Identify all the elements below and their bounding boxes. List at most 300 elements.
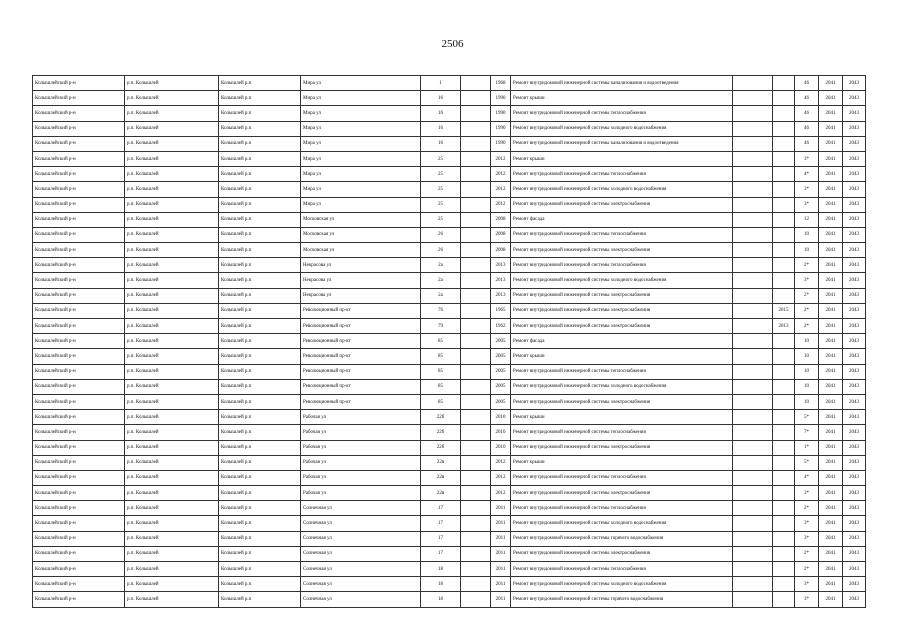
table-row	[33, 577, 866, 592]
cell-value: 3*	[795, 516, 819, 531]
cell-value: 12	[795, 212, 819, 227]
cell-start-year: 2041	[819, 212, 843, 227]
cell-planned-year	[773, 410, 795, 425]
cell-start-year: 2041	[819, 91, 843, 106]
cell-district: Колышлейский р-н	[33, 531, 125, 546]
cell-start-year: 2041	[819, 562, 843, 577]
table-row	[33, 394, 866, 409]
cell-house-number: 22в	[421, 455, 461, 470]
cell-settlement: р.п. Колышлей	[125, 197, 219, 212]
cell-house-number: 16	[421, 121, 461, 136]
cell-blank-col	[733, 501, 773, 516]
table-row	[33, 334, 866, 349]
cell-work-type: Ремонт внутридомовой инженерной системы электроснабжения	[511, 546, 733, 561]
cell-house-number: 2а	[421, 288, 461, 303]
cell-building	[461, 577, 491, 592]
cell-street: Революционный пр-кт	[301, 364, 421, 379]
cell-settlement: р.п. Колышлей	[125, 577, 219, 592]
cell-house-number: 22в	[421, 470, 461, 485]
cell-work-type: Ремонт внутридомовой инженерной системы холодного водоснабжения	[511, 121, 733, 136]
cell-house-number: 17	[421, 516, 461, 531]
cell-district: Колышлейский р-н	[33, 288, 125, 303]
cell-settlement: р.п. Колышлей	[125, 227, 219, 242]
cell-district: Колышлейский р-н	[33, 516, 125, 531]
cell-year-built: 2011	[491, 546, 511, 561]
cell-settlement: р.п. Колышлей	[125, 592, 219, 607]
cell-street: Рабочая ул	[301, 470, 421, 485]
cell-settlement: р.п. Колышлей	[125, 531, 219, 546]
cell-start-year: 2041	[819, 319, 843, 334]
cell-blank-col	[733, 455, 773, 470]
cell-house-number: 26	[421, 227, 461, 242]
cell-planned-year	[773, 334, 795, 349]
cell-planned-year	[773, 349, 795, 364]
table-row	[33, 455, 866, 470]
cell-house-number: 85	[421, 379, 461, 394]
cell-end-year: 2043	[843, 334, 866, 349]
cell-planned-year	[773, 197, 795, 212]
cell-locality: Колышлей р.п	[219, 136, 301, 151]
cell-planned-year	[773, 470, 795, 485]
cell-planned-year	[773, 562, 795, 577]
cell-end-year: 2043	[843, 410, 866, 425]
cell-value: 5*	[795, 410, 819, 425]
cell-settlement: р.п. Колышлей	[125, 151, 219, 166]
cell-settlement: р.п. Колышлей	[125, 76, 219, 91]
cell-house-number: 18	[421, 577, 461, 592]
cell-blank-col	[733, 227, 773, 242]
cell-value: 2*	[795, 303, 819, 318]
cell-planned-year: 2015	[773, 303, 795, 318]
cell-year-built: 1962	[491, 319, 511, 334]
cell-year-built: 2005	[491, 349, 511, 364]
cell-settlement: р.п. Колышлей	[125, 546, 219, 561]
cell-house-number: 2а	[421, 258, 461, 273]
cell-settlement: р.п. Колышлей	[125, 516, 219, 531]
cell-locality: Колышлей р.п	[219, 546, 301, 561]
cell-locality: Колышлей р.п	[219, 379, 301, 394]
cell-settlement: р.п. Колышлей	[125, 379, 219, 394]
cell-end-year: 2043	[843, 121, 866, 136]
cell-end-year: 2043	[843, 364, 866, 379]
cell-end-year: 2043	[843, 455, 866, 470]
cell-year-built: 2011	[491, 562, 511, 577]
cell-building	[461, 227, 491, 242]
cell-street: Революционный пр-кт	[301, 379, 421, 394]
cell-start-year: 2041	[819, 197, 843, 212]
cell-street: Революционный пр-кт	[301, 334, 421, 349]
cell-planned-year	[773, 227, 795, 242]
cell-value: 10	[795, 227, 819, 242]
table-row	[33, 501, 866, 516]
cell-locality: Колышлей р.п	[219, 516, 301, 531]
cell-settlement: р.п. Колышлей	[125, 258, 219, 273]
cell-building	[461, 167, 491, 182]
cell-year-built: 2008	[491, 227, 511, 242]
cell-settlement: р.п. Колышлей	[125, 394, 219, 409]
cell-start-year: 2041	[819, 425, 843, 440]
cell-district: Колышлейский р-н	[33, 227, 125, 242]
cell-locality: Колышлей р.п	[219, 288, 301, 303]
cell-house-number: 25	[421, 212, 461, 227]
cell-work-type: Ремонт крыши	[511, 349, 733, 364]
cell-district: Колышлейский р-н	[33, 197, 125, 212]
cell-work-type: Ремонт внутридомовой инженерной системы теплоснабжения	[511, 258, 733, 273]
cell-street: Солнечная ул	[301, 501, 421, 516]
cell-building	[461, 592, 491, 607]
cell-locality: Колышлей р.п	[219, 212, 301, 227]
table-row	[33, 121, 866, 136]
cell-value: 46	[795, 76, 819, 91]
cell-street: Некрасова ул	[301, 288, 421, 303]
table-row	[33, 592, 866, 607]
cell-locality: Колышлей р.п	[219, 577, 301, 592]
cell-settlement: р.п. Колышлей	[125, 349, 219, 364]
cell-value: 5*	[795, 455, 819, 470]
cell-locality: Колышлей р.п	[219, 197, 301, 212]
table-row	[33, 319, 866, 334]
cell-building	[461, 379, 491, 394]
cell-building	[461, 136, 491, 151]
cell-house-number: 18	[421, 562, 461, 577]
cell-district: Колышлейский р-н	[33, 592, 125, 607]
cell-locality: Колышлей р.п	[219, 319, 301, 334]
cell-blank-col	[733, 425, 773, 440]
cell-year-built: 2011	[491, 516, 511, 531]
cell-value: 3*	[795, 486, 819, 501]
cell-planned-year	[773, 151, 795, 166]
cell-district: Колышлейский р-н	[33, 379, 125, 394]
cell-house-number: 25	[421, 182, 461, 197]
table-row	[33, 410, 866, 425]
cell-year-built: 2011	[491, 531, 511, 546]
cell-value: 2*	[795, 258, 819, 273]
cell-value: 3*	[795, 197, 819, 212]
cell-district: Колышлейский р-н	[33, 243, 125, 258]
table-row	[33, 136, 866, 151]
cell-planned-year	[773, 425, 795, 440]
cell-blank-col	[733, 106, 773, 121]
cell-year-built: 2010	[491, 410, 511, 425]
cell-planned-year	[773, 364, 795, 379]
cell-work-type: Ремонт внутридомовой инженерной системы теплоснабжения	[511, 562, 733, 577]
cell-year-built: 2011	[491, 501, 511, 516]
cell-street: Некрасова ул	[301, 258, 421, 273]
cell-house-number: 85	[421, 334, 461, 349]
cell-building	[461, 76, 491, 91]
cell-settlement: р.п. Колышлей	[125, 243, 219, 258]
cell-end-year: 2043	[843, 273, 866, 288]
cell-building	[461, 440, 491, 455]
cell-street: Мира ул	[301, 106, 421, 121]
cell-street: Рабочая ул	[301, 486, 421, 501]
table-row	[33, 243, 866, 258]
cell-end-year: 2043	[843, 212, 866, 227]
cell-blank-col	[733, 258, 773, 273]
cell-year-built: 2012	[491, 470, 511, 485]
cell-building	[461, 288, 491, 303]
cell-building	[461, 91, 491, 106]
cell-value: 46	[795, 91, 819, 106]
cell-street: Рабочая ул	[301, 410, 421, 425]
cell-planned-year	[773, 577, 795, 592]
cell-settlement: р.п. Колышлей	[125, 410, 219, 425]
cell-house-number: 16	[421, 106, 461, 121]
cell-district: Колышлейский р-н	[33, 106, 125, 121]
cell-year-built: 2012	[491, 197, 511, 212]
cell-end-year: 2043	[843, 440, 866, 455]
cell-year-built: 1990	[491, 106, 511, 121]
cell-start-year: 2041	[819, 349, 843, 364]
cell-year-built: 2005	[491, 334, 511, 349]
cell-work-type: Ремонт внутридомовой инженерной системы теплоснабжения	[511, 167, 733, 182]
cell-blank-col	[733, 531, 773, 546]
cell-planned-year	[773, 258, 795, 273]
cell-blank-col	[733, 243, 773, 258]
cell-end-year: 2043	[843, 227, 866, 242]
cell-blank-col	[733, 76, 773, 91]
cell-building	[461, 501, 491, 516]
cell-building	[461, 273, 491, 288]
cell-end-year: 2043	[843, 151, 866, 166]
cell-house-number: 85	[421, 394, 461, 409]
cell-work-type: Ремонт внутридомовой инженерной системы электроснабжения	[511, 319, 733, 334]
cell-settlement: р.п. Колышлей	[125, 106, 219, 121]
cell-end-year: 2043	[843, 394, 866, 409]
cell-year-built: 1990	[491, 121, 511, 136]
cell-start-year: 2041	[819, 501, 843, 516]
cell-work-type: Ремонт внутридомовой инженерной системы электроснабжения	[511, 440, 733, 455]
cell-street: Солнечная ул	[301, 577, 421, 592]
cell-blank-col	[733, 288, 773, 303]
cell-house-number: 22б	[421, 440, 461, 455]
cell-value: 3*	[795, 592, 819, 607]
cell-district: Колышлейский р-н	[33, 76, 125, 91]
cell-value: 1*	[795, 440, 819, 455]
cell-end-year: 2043	[843, 197, 866, 212]
cell-district: Колышлейский р-н	[33, 425, 125, 440]
cell-settlement: р.п. Колышлей	[125, 182, 219, 197]
cell-end-year: 2043	[843, 303, 866, 318]
cell-work-type: Ремонт внутридомовой инженерной системы электроснабжения	[511, 197, 733, 212]
table-row	[33, 470, 866, 485]
cell-settlement: р.п. Колышлей	[125, 364, 219, 379]
cell-settlement: р.п. Колышлей	[125, 303, 219, 318]
cell-end-year: 2043	[843, 425, 866, 440]
cell-year-built: 2005	[491, 364, 511, 379]
cell-value: 4*	[795, 167, 819, 182]
cell-street: Мира ул	[301, 182, 421, 197]
table-row	[33, 516, 866, 531]
cell-settlement: р.п. Колышлей	[125, 562, 219, 577]
cell-street: Московская ул	[301, 227, 421, 242]
cell-start-year: 2041	[819, 273, 843, 288]
cell-blank-col	[733, 440, 773, 455]
table-row	[33, 167, 866, 182]
cell-street: Солнечная ул	[301, 516, 421, 531]
cell-house-number: 16	[421, 91, 461, 106]
cell-district: Колышлейский р-н	[33, 394, 125, 409]
cell-year-built: 2012	[491, 151, 511, 166]
cell-start-year: 2041	[819, 546, 843, 561]
cell-start-year: 2041	[819, 151, 843, 166]
cell-blank-col	[733, 592, 773, 607]
cell-blank-col	[733, 470, 773, 485]
cell-start-year: 2041	[819, 106, 843, 121]
cell-blank-col	[733, 303, 773, 318]
cell-year-built: 1990	[491, 91, 511, 106]
cell-start-year: 2041	[819, 258, 843, 273]
cell-blank-col	[733, 151, 773, 166]
table-row	[33, 91, 866, 106]
cell-locality: Колышлей р.п	[219, 592, 301, 607]
cell-blank-col	[733, 182, 773, 197]
table-row	[33, 546, 866, 561]
cell-settlement: р.п. Колышлей	[125, 425, 219, 440]
cell-locality: Колышлей р.п	[219, 440, 301, 455]
cell-start-year: 2041	[819, 288, 843, 303]
cell-house-number: 25	[421, 197, 461, 212]
cell-district: Колышлейский р-н	[33, 486, 125, 501]
cell-value: 10	[795, 243, 819, 258]
table-row	[33, 227, 866, 242]
cell-locality: Колышлей р.п	[219, 455, 301, 470]
cell-house-number: 17	[421, 546, 461, 561]
cell-locality: Колышлей р.п	[219, 76, 301, 91]
cell-district: Колышлейский р-н	[33, 364, 125, 379]
cell-street: Революционный пр-кт	[301, 319, 421, 334]
cell-district: Колышлейский р-н	[33, 562, 125, 577]
cell-end-year: 2043	[843, 516, 866, 531]
cell-house-number: 1	[421, 76, 461, 91]
cell-locality: Колышлей р.п	[219, 258, 301, 273]
cell-value: 10	[795, 334, 819, 349]
cell-start-year: 2041	[819, 182, 843, 197]
table-row	[33, 425, 866, 440]
cell-work-type: Ремонт внутридомовой инженерной системы горячего водоснабжения	[511, 592, 733, 607]
cell-value: 4*	[795, 470, 819, 485]
cell-locality: Колышлей р.п	[219, 91, 301, 106]
cell-year-built: 2012	[491, 486, 511, 501]
cell-start-year: 2041	[819, 379, 843, 394]
cell-work-type: Ремонт внутридомовой инженерной системы электроснабжения	[511, 394, 733, 409]
cell-value: 10	[795, 364, 819, 379]
cell-street: Мира ул	[301, 136, 421, 151]
cell-year-built: 2005	[491, 379, 511, 394]
cell-year-built: 2011	[491, 577, 511, 592]
cell-blank-col	[733, 334, 773, 349]
cell-value: 2*	[795, 562, 819, 577]
cell-planned-year	[773, 501, 795, 516]
cell-end-year: 2043	[843, 106, 866, 121]
cell-planned-year	[773, 379, 795, 394]
cell-work-type: Ремонт внутридомовой инженерной системы холодного водоснабжения	[511, 516, 733, 531]
cell-street: Революционный пр-кт	[301, 349, 421, 364]
cell-building	[461, 470, 491, 485]
cell-blank-col	[733, 197, 773, 212]
cell-end-year: 2043	[843, 167, 866, 182]
cell-street: Революционный пр-кт	[301, 394, 421, 409]
cell-start-year: 2041	[819, 76, 843, 91]
cell-start-year: 2041	[819, 455, 843, 470]
table-row	[33, 303, 866, 318]
cell-end-year: 2043	[843, 288, 866, 303]
cell-settlement: р.п. Колышлей	[125, 470, 219, 485]
cell-blank-col	[733, 273, 773, 288]
cell-settlement: р.п. Колышлей	[125, 319, 219, 334]
cell-settlement: р.п. Колышлей	[125, 334, 219, 349]
cell-work-type: Ремонт внутридомовой инженерной системы электроснабжения	[511, 288, 733, 303]
cell-district: Колышлейский р-н	[33, 121, 125, 136]
cell-building	[461, 531, 491, 546]
cell-year-built: 2012	[491, 167, 511, 182]
cell-blank-col	[733, 349, 773, 364]
cell-start-year: 2041	[819, 364, 843, 379]
cell-value: 2*	[795, 546, 819, 561]
cell-start-year: 2041	[819, 592, 843, 607]
cell-work-type: Ремонт внутридомовой инженерной системы холодного водоснабжения	[511, 379, 733, 394]
cell-building	[461, 455, 491, 470]
cell-value: 46	[795, 121, 819, 136]
cell-locality: Колышлей р.п	[219, 182, 301, 197]
cell-value: 3*	[795, 182, 819, 197]
cell-end-year: 2043	[843, 470, 866, 485]
cell-end-year: 2043	[843, 486, 866, 501]
cell-blank-col	[733, 394, 773, 409]
cell-start-year: 2041	[819, 303, 843, 318]
cell-value: 7*	[795, 425, 819, 440]
cell-start-year: 2041	[819, 577, 843, 592]
cell-value: 3*	[795, 151, 819, 166]
cell-street: Мира ул	[301, 91, 421, 106]
cell-street: Рабочая ул	[301, 455, 421, 470]
cell-settlement: р.п. Колышлей	[125, 455, 219, 470]
cell-locality: Колышлей р.п	[219, 106, 301, 121]
cell-district: Колышлейский р-н	[33, 319, 125, 334]
cell-year-built: 1990	[491, 136, 511, 151]
cell-blank-col	[733, 167, 773, 182]
table-row	[33, 76, 866, 91]
cell-work-type: Ремонт внутридомовой инженерной системы канализования и водоотведения	[511, 76, 733, 91]
cell-year-built: 2008	[491, 243, 511, 258]
cell-year-built: 1968	[491, 76, 511, 91]
cell-planned-year	[773, 531, 795, 546]
cell-work-type: Ремонт крыши	[511, 410, 733, 425]
cell-building	[461, 364, 491, 379]
cell-locality: Колышлей р.п	[219, 121, 301, 136]
cell-locality: Колышлей р.п	[219, 151, 301, 166]
cell-end-year: 2043	[843, 243, 866, 258]
cell-blank-col	[733, 379, 773, 394]
cell-planned-year	[773, 516, 795, 531]
cell-value: 10	[795, 349, 819, 364]
cell-house-number: 22б	[421, 425, 461, 440]
cell-house-number: 2а	[421, 273, 461, 288]
cell-street: Московская ул	[301, 212, 421, 227]
cell-district: Колышлейский р-н	[33, 212, 125, 227]
cell-work-type: Ремонт внутридомовой инженерной системы теплоснабжения	[511, 106, 733, 121]
cell-year-built: 2010	[491, 425, 511, 440]
cell-year-built: 2013	[491, 288, 511, 303]
table-row	[33, 440, 866, 455]
cell-year-built: 2013	[491, 258, 511, 273]
cell-street: Некрасова ул	[301, 273, 421, 288]
cell-start-year: 2041	[819, 167, 843, 182]
cell-end-year: 2043	[843, 577, 866, 592]
cell-locality: Колышлей р.п	[219, 425, 301, 440]
cell-district: Колышлейский р-н	[33, 410, 125, 425]
cell-end-year: 2043	[843, 531, 866, 546]
